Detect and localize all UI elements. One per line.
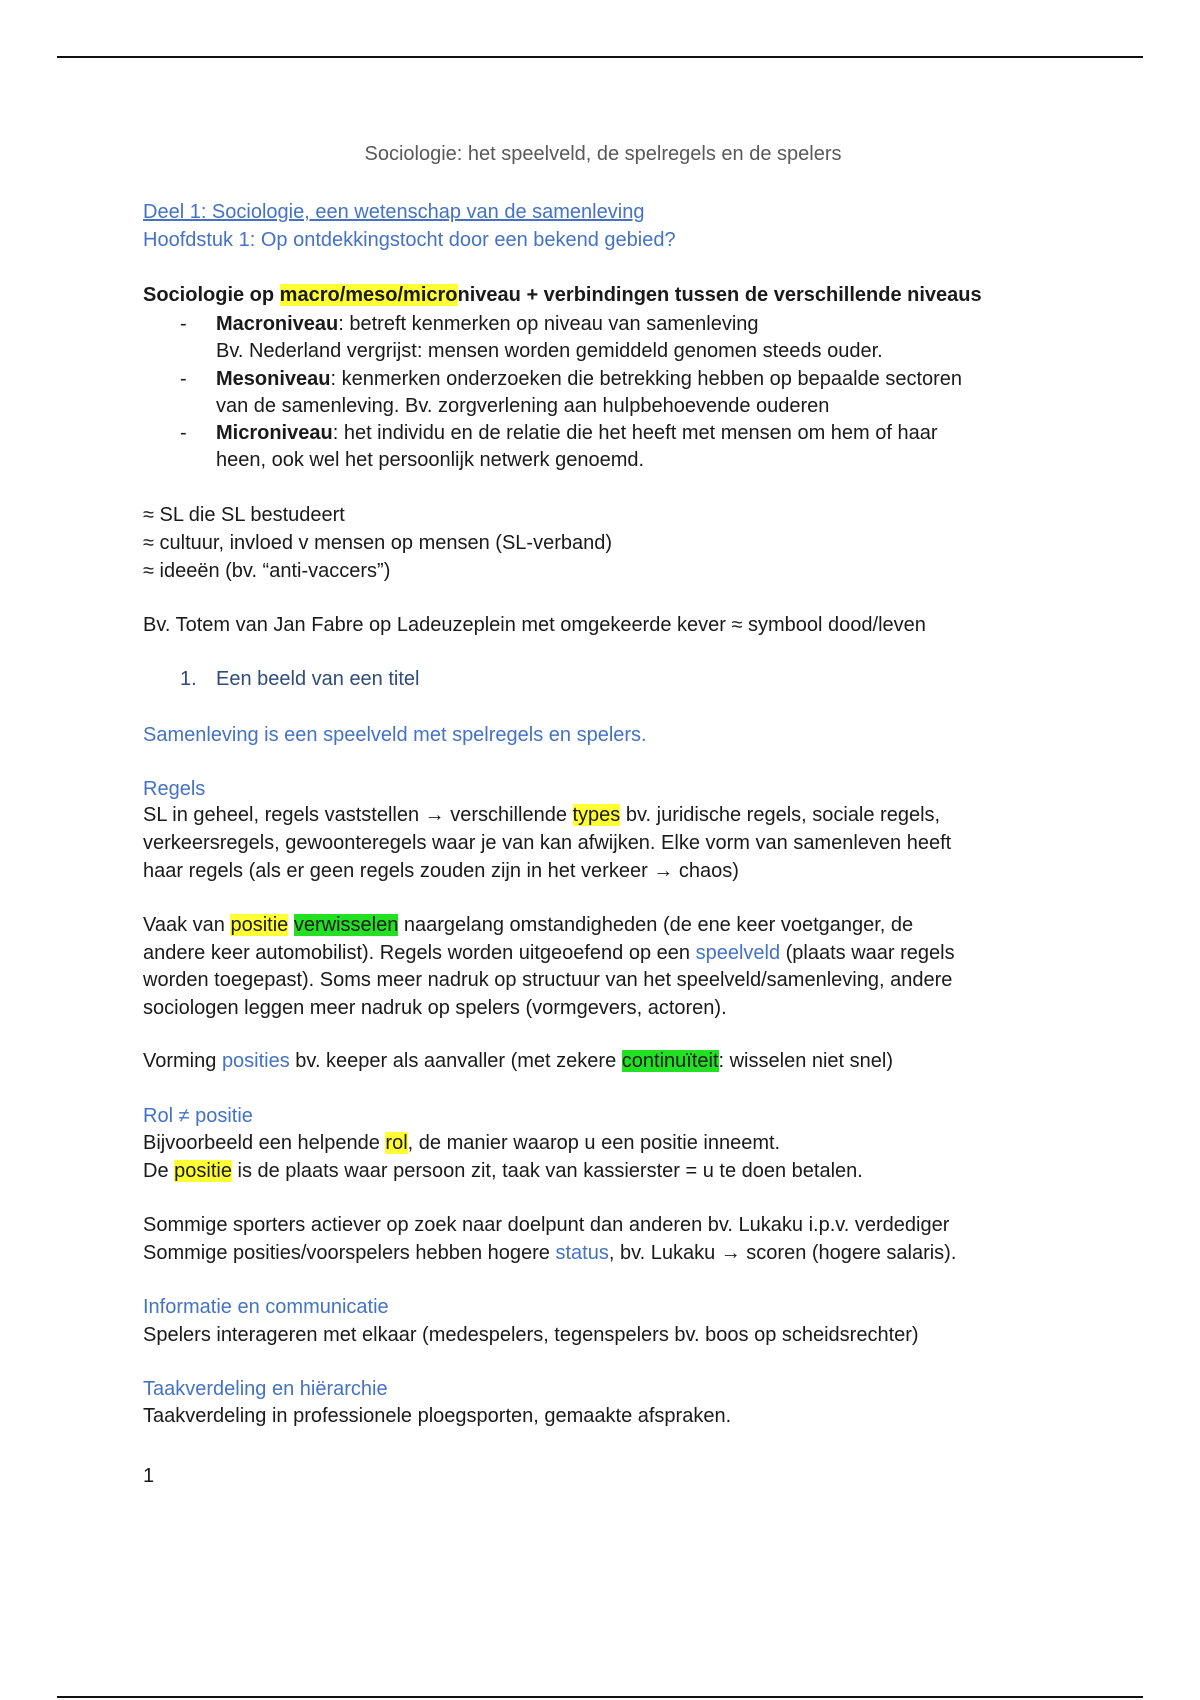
bullet-micro-line2: heen, ook wel het persoonlijk netwerk genoemd.: [216, 449, 645, 471]
sporters-line-2: [143, 1239, 956, 1267]
bottom-rule: [57, 1696, 1143, 1698]
list-number: 1.: [180, 668, 197, 690]
top-rule: [57, 56, 1143, 58]
heading-text-b: niveau + verbindingen tussen de verschillende niveaus: [457, 284, 982, 306]
bullet-dash: -: [180, 368, 187, 390]
samenleving-line: Samenleving is een speelveld met spelregels en spelers.: [143, 724, 647, 746]
bullet-dash: -: [180, 313, 187, 335]
term-macro: Macroniveau: [216, 313, 339, 335]
text: Bijvoorbeeld een helpende: [143, 1132, 386, 1154]
desc-micro: : het individu en de relatie die het heeft met mensen om hem of haar: [332, 422, 938, 444]
text: Vaak van: [143, 914, 231, 936]
regels-line-3: haar regels (als er geen regels zouden zijn in het verkeer → chaos): [143, 860, 739, 882]
text: De: [143, 1160, 175, 1182]
info-text: Spelers interageren met elkaar (medespelers, tegenspelers bv. boos op scheidsrechter): [143, 1324, 919, 1346]
term-status: status: [555, 1242, 609, 1264]
bullet-meso-line2: van de samenleving. Bv. zorgverlening aan hulpbehoevende ouderen: [216, 395, 830, 417]
text: naargelang omstandigheden (de ene keer voetganger, de: [398, 914, 914, 936]
text: bv. keeper als aanvaller (met zekere: [289, 1050, 622, 1072]
info-heading: Informatie en communicatie: [143, 1296, 389, 1318]
regels-heading: Regels: [143, 778, 206, 800]
approx-line-1: ≈ SL die SL bestudeert: [143, 504, 345, 526]
approx-line-2: ≈ cultuur, invloed v mensen op mensen (SL-verband): [143, 532, 613, 554]
document-title: Sociologie: het speelveld, de spelregels en de spelers: [364, 143, 842, 165]
highlight-rol: rol: [385, 1132, 408, 1154]
taak-text: Taakverdeling in professionele ploegsporten, gemaakte afspraken.: [143, 1405, 732, 1427]
desc-macro: : betreft kenmerken op niveau van samenleving: [338, 313, 759, 335]
text: SL in geheel, regels vaststellen → verschillende: [143, 804, 573, 826]
term-speelveld: speelveld: [695, 942, 781, 964]
bullet-macro-line2: Bv. Nederland vergrijst: mensen worden gemiddeld genomen steeds ouder.: [216, 340, 883, 362]
bullet-dash: -: [180, 422, 187, 444]
vaak-line-2: [143, 939, 955, 967]
rol-line-2: [143, 1157, 863, 1185]
term-meso: Mesoniveau: [216, 368, 331, 390]
desc-meso: : kenmerken onderzoeken die betrekking hebben op bepaalde sectoren: [330, 368, 963, 390]
rol-line-1: [143, 1129, 780, 1157]
highlight-levels: macro/meso/micro: [279, 284, 458, 306]
text: : wisselen niet snel): [718, 1050, 894, 1072]
regels-line-1: [143, 801, 940, 829]
text: bv. juridische regels, sociale regels,: [620, 804, 941, 826]
highlight-positie: positie: [230, 914, 289, 936]
taak-heading: Taakverdeling en hiërarchie: [143, 1378, 388, 1400]
highlight-positie-2: positie: [174, 1160, 232, 1182]
highlight-types: types: [572, 804, 621, 826]
text: Vorming: [143, 1050, 222, 1072]
sporters-line-1: Sommige sporters actiever op zoek naar doelpunt dan anderen bv. Lukaku i.p.v. verdediger: [143, 1214, 950, 1236]
text: Sommige posities/voorspelers hebben hogere: [143, 1242, 556, 1264]
text: andere keer automobilist). Regels worden uitgeoefend op een: [143, 942, 696, 964]
vaak-line-4: sociologen leggen meer nadruk op spelers (vormgevers, actoren).: [143, 997, 727, 1019]
text: (plaats waar regels: [780, 942, 955, 964]
heading-text-a: Sociologie op: [143, 284, 280, 306]
totem-line: Bv. Totem van Jan Fabre op Ladeuzeplein met omgekeerde kever ≈ symbool dood/leven: [143, 614, 926, 636]
highlight-verwisselen: verwisselen: [293, 914, 399, 936]
text: , bv. Lukaku → scoren (hogere salaris).: [608, 1242, 957, 1264]
term-micro: Microniveau: [216, 422, 333, 444]
list-heading-text: Een beeld van een titel: [216, 668, 420, 690]
highlight-continuiteit: continuïteit: [621, 1050, 719, 1072]
text: is de plaats waar persoon zit, taak van kassierster = u te doen betalen.: [231, 1160, 863, 1182]
rol-heading: Rol ≠ positie: [143, 1105, 253, 1127]
page-number: 1: [143, 1465, 155, 1487]
vorming-line: [143, 1047, 893, 1075]
approx-line-3: ≈ ideeën (bv. “anti-vaccers”): [143, 560, 391, 582]
term-posities: posities: [221, 1050, 290, 1072]
part-heading: Deel 1: Sociologie, een wetenschap van de samenleving: [143, 201, 645, 223]
vaak-line-3: worden toegepast). Soms meer nadruk op structuur van het speelveld/samenleving, andere: [143, 969, 953, 991]
section-heading-levels: [143, 281, 982, 309]
vaak-line-1: [143, 911, 913, 939]
chapter-heading: Hoofdstuk 1: Op ontdekkingstocht door een bekend gebied?: [143, 229, 676, 251]
text: , de manier waarop u een positie inneemt.: [407, 1132, 781, 1154]
regels-line-2: verkeersregels, gewoonteregels waar je van kan afwijken. Elke vorm van samenleven heeft: [143, 832, 952, 854]
